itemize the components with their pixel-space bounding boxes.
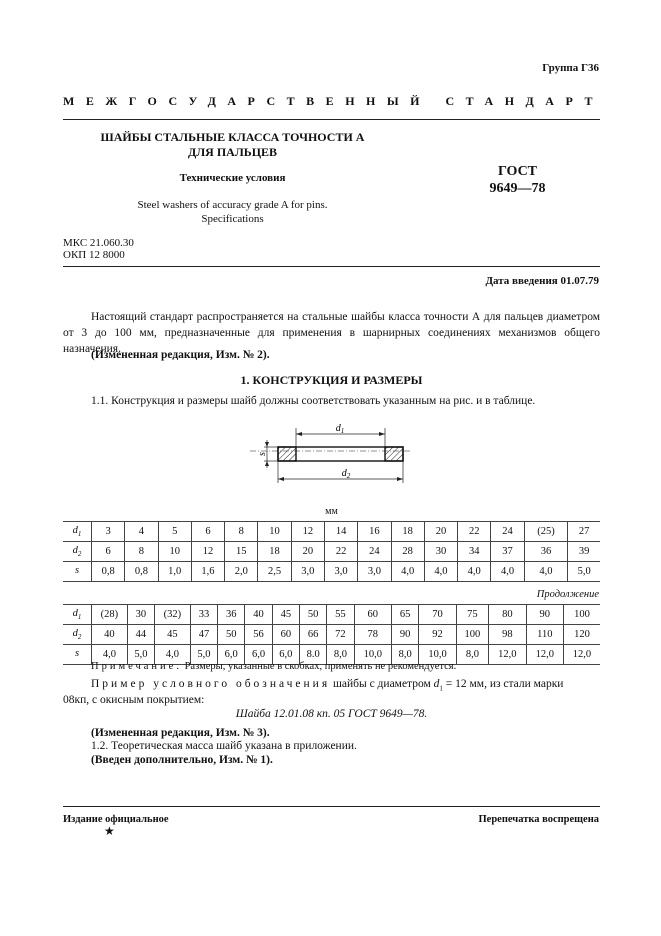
table-cell: 8,0 xyxy=(327,645,354,665)
table-cell: 75 xyxy=(456,605,488,625)
table-cell: 56 xyxy=(245,625,272,645)
table-cell: 20 xyxy=(424,522,457,542)
table-cell: 5,0 xyxy=(127,645,154,665)
example-line-1 xyxy=(91,678,563,692)
row-header: $d_1$ xyxy=(63,605,92,625)
note-text: Размеры, указанные в скобках, применять не рекомендуется. xyxy=(181,661,457,672)
table-cell: 12,0 xyxy=(526,645,563,665)
table-row xyxy=(63,542,600,562)
classification-codes xyxy=(63,237,134,261)
intro-text: Настоящий стандарт распространяется на стальные шайбы класса точности А для пальцев диаметром от 3 до 100 мм, предназначенные для применения в шарнирных соединениях механизмов общего назначения. xyxy=(63,311,600,355)
washer-drawing xyxy=(250,420,410,490)
table-cell: 34 xyxy=(458,542,491,562)
table-row xyxy=(63,522,600,542)
table-cell: 20 xyxy=(291,542,324,562)
example-line-2: 08кп, с окисным покрытием: xyxy=(63,694,205,706)
standard-banner: МЕЖГОСУДАРСТВЕННЫЙ СТАНДАРТ xyxy=(63,94,604,108)
table-cell: 6,0 xyxy=(272,645,299,665)
table-cell: 10 xyxy=(258,522,291,542)
table-cell: 50 xyxy=(299,605,326,625)
table-cell: 8,0 xyxy=(392,645,419,665)
table-cell: 2,0 xyxy=(225,562,258,582)
example-var: d xyxy=(433,678,440,690)
title-line-2: ДЛЯ ПАЛЬЦЕВ xyxy=(187,145,278,159)
table-cell: 90 xyxy=(392,625,419,645)
table-cell: 18 xyxy=(258,542,291,562)
table-cell: 40 xyxy=(245,605,272,625)
washer-right-section xyxy=(385,447,403,461)
table-cell: 40 xyxy=(92,625,128,645)
amendment-3: (Измененная редакция, Изм. № 3). xyxy=(91,727,270,739)
table-cell: 22 xyxy=(458,522,491,542)
table-cell: 78 xyxy=(354,625,391,645)
washer-left-section xyxy=(278,447,296,461)
table-cell: (32) xyxy=(155,605,191,625)
row-header: s xyxy=(63,562,92,582)
gost-designation xyxy=(470,163,565,197)
dimensions-table-1 xyxy=(63,521,600,582)
intro-date xyxy=(485,275,599,287)
table-cell: 36 xyxy=(524,542,568,562)
table-cell: 4,0 xyxy=(92,645,128,665)
row-header: $d_1$ xyxy=(63,522,92,542)
table-cell: 92 xyxy=(419,625,456,645)
codes-rule xyxy=(63,266,600,267)
table-cell: 44 xyxy=(127,625,154,645)
table-cell: 4,0 xyxy=(458,562,491,582)
table-cell: 120 xyxy=(563,625,600,645)
table-cell: 50 xyxy=(218,625,245,645)
table-cell: 1,6 xyxy=(191,562,224,582)
table-cell: 98 xyxy=(489,625,526,645)
table-cell: 39 xyxy=(568,542,600,562)
table-cell: 6,0 xyxy=(218,645,245,665)
table-cell: 45 xyxy=(155,625,191,645)
table-cell: 28 xyxy=(391,542,424,562)
table-cell: 80 xyxy=(489,605,526,625)
table-cell: 72 xyxy=(327,625,354,645)
washer-section-outline xyxy=(278,447,403,461)
table-cell: 15 xyxy=(225,542,258,562)
table-cell: 5,0 xyxy=(568,562,600,582)
table-cell: 8,0 xyxy=(456,645,488,665)
table-cell: 10,0 xyxy=(354,645,391,665)
mks-code: МКС 21.060.30 xyxy=(63,237,134,249)
section-heading: 1. КОНСТРУКЦИЯ И РАЗМЕРЫ xyxy=(240,373,423,387)
table-cell: 6 xyxy=(92,542,125,562)
table-cell: 22 xyxy=(324,542,357,562)
table-cell: 60 xyxy=(272,625,299,645)
clause-1-1: 1.1. Конструкция и размеры шайб должны соответствовать указанным на рис. и в таблице. xyxy=(91,395,536,407)
clause-1-2: 1.2. Теоретическая масса шайб указана в приложении. xyxy=(91,740,357,752)
footer-official-edition: Издание официальное xyxy=(63,814,169,825)
table-cell: (25) xyxy=(524,522,568,542)
table-cell: 36 xyxy=(218,605,245,625)
table-cell: 37 xyxy=(491,542,524,562)
table-cell: 12,0 xyxy=(489,645,526,665)
table-cell: 100 xyxy=(563,605,600,625)
table-cell: 4,0 xyxy=(391,562,424,582)
table-cell: 70 xyxy=(419,605,456,625)
table-cell: 55 xyxy=(327,605,354,625)
table-cell: 3,0 xyxy=(358,562,391,582)
table-cell: 6,0 xyxy=(245,645,272,665)
table-cell: 10,0 xyxy=(419,645,456,665)
table-cell: 33 xyxy=(190,605,217,625)
d2-label: $d_2$ xyxy=(341,468,351,480)
table-cell: 4,0 xyxy=(491,562,524,582)
table-cell: 4,0 xyxy=(155,645,191,665)
example-text-before: шайбы с диаметром xyxy=(330,678,434,690)
footer-rule xyxy=(63,806,600,807)
star-icon: ★ xyxy=(104,824,115,838)
amendment-1: (Введен дополнительно, Изм. № 1). xyxy=(91,754,273,766)
english-title xyxy=(100,198,365,226)
table-cell: 4 xyxy=(125,522,158,542)
example-var-sub: 1 xyxy=(439,684,443,693)
table-cell: 18 xyxy=(391,522,424,542)
example-label: Пример условного обозначения xyxy=(91,678,331,690)
table-cell: 12 xyxy=(191,542,224,562)
english-title-line-2: Specifications xyxy=(201,213,264,225)
table-cell: 8.0 xyxy=(299,645,326,665)
table-cell: 4,0 xyxy=(424,562,457,582)
table-cell: 2,5 xyxy=(258,562,291,582)
table-cell: 14 xyxy=(324,522,357,542)
table-cell: 8 xyxy=(225,522,258,542)
table-cell: 5 xyxy=(158,522,191,542)
table-cell: 3,0 xyxy=(324,562,357,582)
table-cell: (28) xyxy=(92,605,128,625)
units-label: мм xyxy=(325,506,338,517)
table-cell: 24 xyxy=(358,542,391,562)
table-cell: 5,0 xyxy=(190,645,217,665)
row-header: $d_2$ xyxy=(63,542,92,562)
row-header: s xyxy=(63,645,92,665)
table-cell: 45 xyxy=(272,605,299,625)
okp-code: ОКП 12 8000 xyxy=(63,249,125,261)
document-title xyxy=(100,130,365,160)
table-cell: 100 xyxy=(456,625,488,645)
table-cell: 16 xyxy=(358,522,391,542)
table-row xyxy=(63,625,600,645)
table-note xyxy=(91,661,456,672)
table-cell: 10 xyxy=(158,542,191,562)
d1-label: $d_1$ xyxy=(335,423,345,435)
table-cell: 6 xyxy=(191,522,224,542)
intro-date-value: 01.07.79 xyxy=(560,275,599,287)
example-text-after: = 12 мм, из стали марки xyxy=(442,678,564,690)
table-cell: 3 xyxy=(92,522,125,542)
continuation-label: Продолжение xyxy=(536,589,599,600)
gost-label: ГОСТ xyxy=(497,164,538,179)
table-cell: 4,0 xyxy=(524,562,568,582)
intro-date-label: Дата введения xyxy=(485,275,558,287)
table-cell: 12 xyxy=(291,522,324,542)
table-cell: 3,0 xyxy=(291,562,324,582)
header-rule xyxy=(63,119,600,120)
table-cell: 30 xyxy=(424,542,457,562)
example-designation: Шайба 12.01.08 кп. 05 ГОСТ 9649—78. xyxy=(235,708,428,720)
intro-amendment: (Измененная редакция, Изм. № 2). xyxy=(91,349,270,361)
table-cell: 1,0 xyxy=(158,562,191,582)
group-code: Группа Г36 xyxy=(542,62,599,74)
table-row xyxy=(63,562,600,582)
row-header: $d_2$ xyxy=(63,625,92,645)
footer-reprint-prohibited: Перепечатка воспрещена xyxy=(478,814,599,825)
table-cell: 90 xyxy=(526,605,563,625)
title-line-1: ШАЙБЫ СТАЛЬНЫЕ КЛАССА ТОЧНОСТИ А xyxy=(100,130,365,144)
english-title-line-1: Steel washers of accuracy grade A for pins. xyxy=(137,199,328,211)
table-cell: 0,8 xyxy=(92,562,125,582)
table-row xyxy=(63,605,600,625)
table-cell: 8 xyxy=(125,542,158,562)
note-label: Примечание. xyxy=(91,661,182,672)
table-cell: 110 xyxy=(526,625,563,645)
table-cell: 27 xyxy=(568,522,600,542)
table-cell: 47 xyxy=(190,625,217,645)
table-cell: 30 xyxy=(127,605,154,625)
table-cell: 65 xyxy=(392,605,419,625)
document-subtitle: Технические условия xyxy=(179,172,286,184)
table-cell: 12,0 xyxy=(563,645,600,665)
table-cell: 0,8 xyxy=(125,562,158,582)
table-cell: 24 xyxy=(491,522,524,542)
dimensions-table-2 xyxy=(63,604,600,665)
table-cell: 66 xyxy=(299,625,326,645)
gost-number: 9649—78 xyxy=(489,181,546,196)
table-cell: 60 xyxy=(354,605,391,625)
s-label: s xyxy=(257,452,268,456)
